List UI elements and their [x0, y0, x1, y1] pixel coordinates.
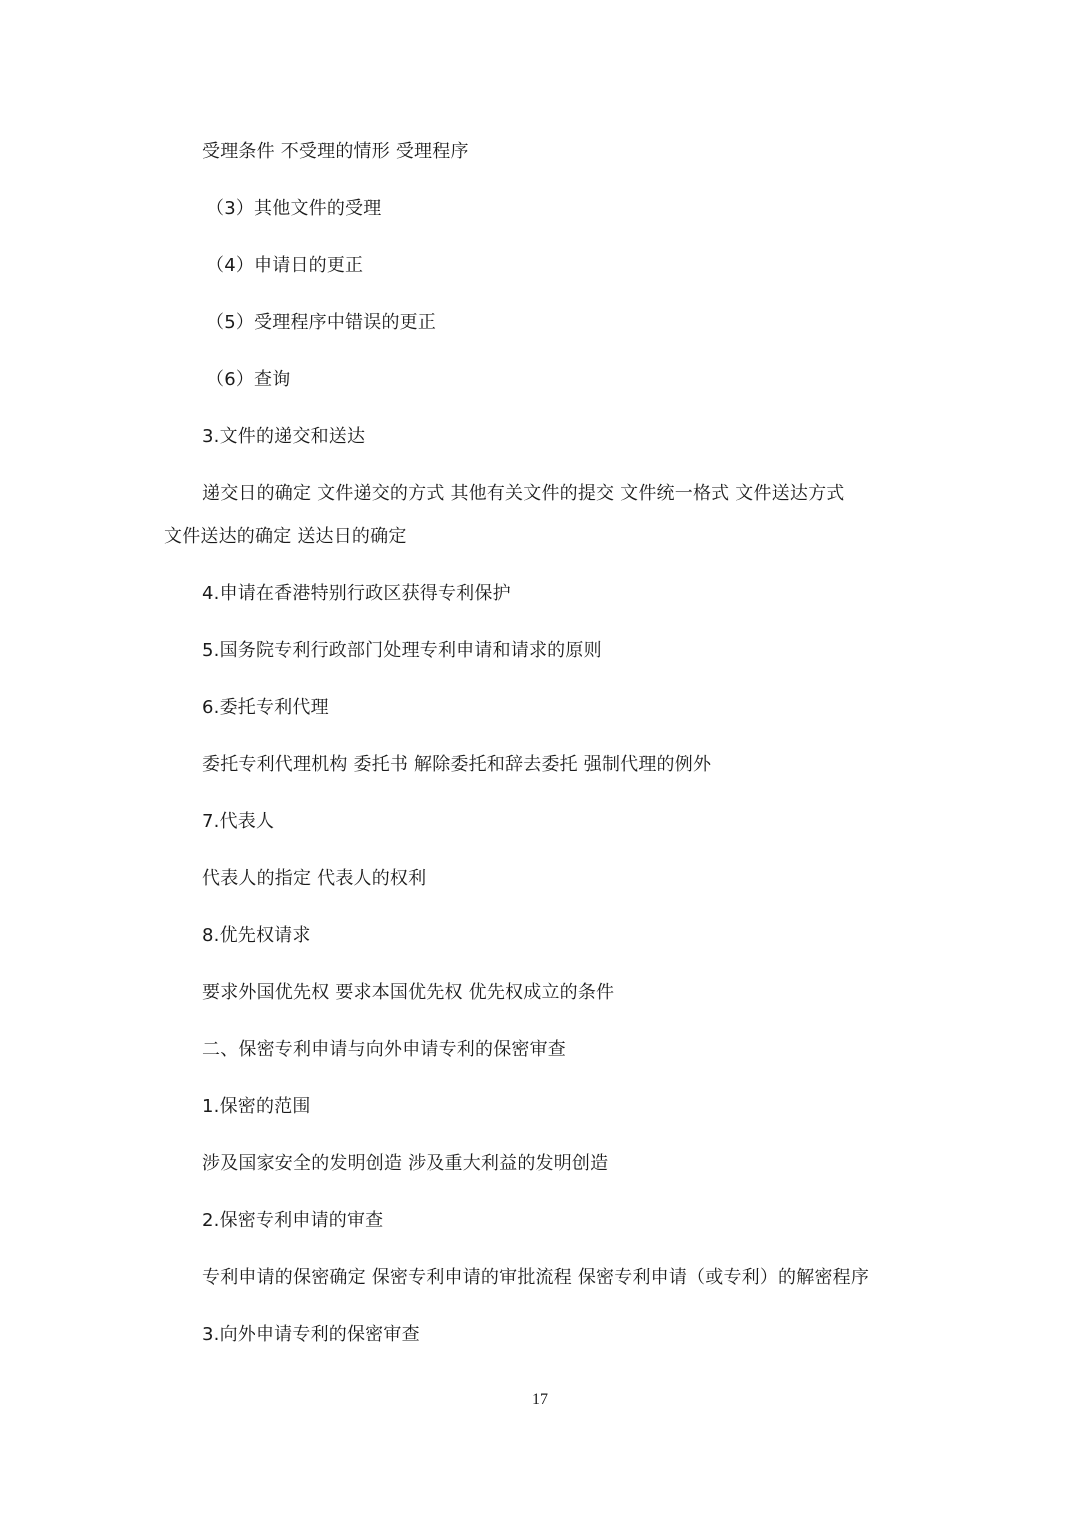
text-line-agency-items: 委托专利代理机构 委托书 解除委托和辞去委托 强制代理的例外	[202, 754, 712, 775]
heading-confidential-examination: 2.保密专利申请的审查	[202, 1210, 384, 1231]
text-line-procedure-error-correction: （5）受理程序中错误的更正	[206, 312, 437, 333]
heading-representative: 7.代表人	[202, 811, 275, 832]
text-line-examination-items: 专利申请的保密确定 保密专利申请的审批流程 保密专利申请（或专利）的解密程序	[202, 1267, 870, 1288]
heading-confidential-scope: 1.保密的范围	[202, 1096, 311, 1117]
text-line-other-files: （3）其他文件的受理	[206, 198, 382, 219]
text-line-priority-items: 要求外国优先权 要求本国优先权 优先权成立的条件	[202, 982, 615, 1003]
heading-patent-agency: 6.委托专利代理	[202, 697, 329, 718]
text-line-scope-items: 涉及国家安全的发明创造 涉及重大利益的发明创造	[202, 1153, 609, 1174]
heading-foreign-filing-review: 3.向外申请专利的保密审查	[202, 1324, 420, 1345]
heading-document-submission: 3.文件的递交和送达	[202, 426, 366, 447]
text-line-acceptance-items: 受理条件 不受理的情形 受理程序	[202, 141, 469, 162]
text-line-representative-items: 代表人的指定 代表人的权利	[202, 868, 427, 889]
page-number: 17	[532, 1391, 548, 1408]
text-line-inquiry: （6）查询	[206, 369, 291, 390]
text-line-filing-date-correction: （4）申请日的更正	[206, 255, 364, 276]
text-line-submission-items: 递交日的确定 文件递交的方式 其他有关文件的提交 文件统一格式 文件送达方式	[202, 483, 845, 504]
section-heading-confidential-review: 二、保密专利申请与向外申请专利的保密审查	[202, 1039, 566, 1060]
text-line-submission-items-cont: 文件送达的确定 送达日的确定	[164, 526, 407, 547]
heading-state-council-principles: 5.国务院专利行政部门处理专利申请和请求的原则	[202, 640, 602, 661]
heading-hong-kong-protection: 4.申请在香港特别行政区获得专利保护	[202, 583, 511, 604]
heading-priority-claim: 8.优先权请求	[202, 925, 311, 946]
